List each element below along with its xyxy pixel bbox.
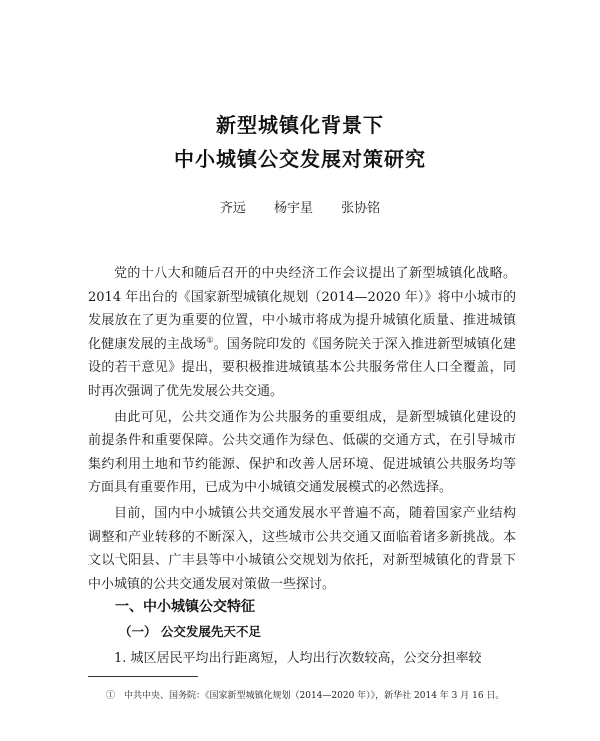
author-list bbox=[0, 197, 600, 216]
author-name: 齐远 bbox=[219, 201, 246, 216]
subsection-heading: （一） 公交发展先天不足 bbox=[119, 624, 261, 639]
footnote-marker: ① bbox=[206, 335, 214, 345]
author-name: 杨宇星 bbox=[273, 201, 313, 216]
title-line-2: 中小城镇公交发展对策研究 bbox=[174, 147, 426, 171]
paragraph-text: 党的十八大和随后召开的中央经济工作会议提出了新型城镇化战略。2014 年出台的《国家新型城镇化规划（2014—2020 年）》将中小城市的发展放在了更为重要的位置，中小城市将成为提升城镇化质量、推进城镇化健康发展的主战场 bbox=[88, 266, 516, 352]
title-line-1: 新型城镇化背景下 bbox=[216, 113, 384, 137]
author-name: 张协铭 bbox=[341, 201, 381, 216]
paragraph: 1. 城区居民平均出行距离短，人均出行次数较高，公交分担率较 bbox=[114, 651, 482, 666]
footnote: ① 中共中央、国务院：《国家新型城镇化规划（2014—2020 年）》，新华社 2014 年 3 月 16 日。 bbox=[106, 691, 505, 701]
paragraph: 由此可见，公共交通作为公共服务的重要组成，是新型城镇化建设的前提条件和重要保障。公共交通作为绿色、低碳的交通方式，在引导城市集约利用土地和节约能源、保护和改善人居环境、促进城镇公共服务均等方面具有重要作用，已成为中小城镇交通发展模式的必然选择。 bbox=[88, 409, 516, 496]
paragraph bbox=[88, 262, 516, 404]
section-heading: 一、中小城镇公交特征 bbox=[115, 599, 255, 615]
paragraph-text: 。国务院印发的《国务院关于深入推进新型城镇化建设的若干意见》提出，要积极推进城镇基本公共服务常住人口全覆盖，同时再次强调了优先发展公共交通。 bbox=[88, 336, 516, 399]
footnote-divider bbox=[88, 676, 198, 677]
body-text bbox=[88, 262, 516, 598]
paragraph: 目前，国内中小城镇公共交通发展水平普遍不高，随着国家产业结构调整和产业转移的不断深入，这些城市公共交通又面临着诸多新挑战。本文以弋阳县、广丰县等中小城镇公交规划为依托，对新型城镇化的背景下中小城镇的公共交通发展对策做一些探讨。 bbox=[88, 505, 516, 592]
